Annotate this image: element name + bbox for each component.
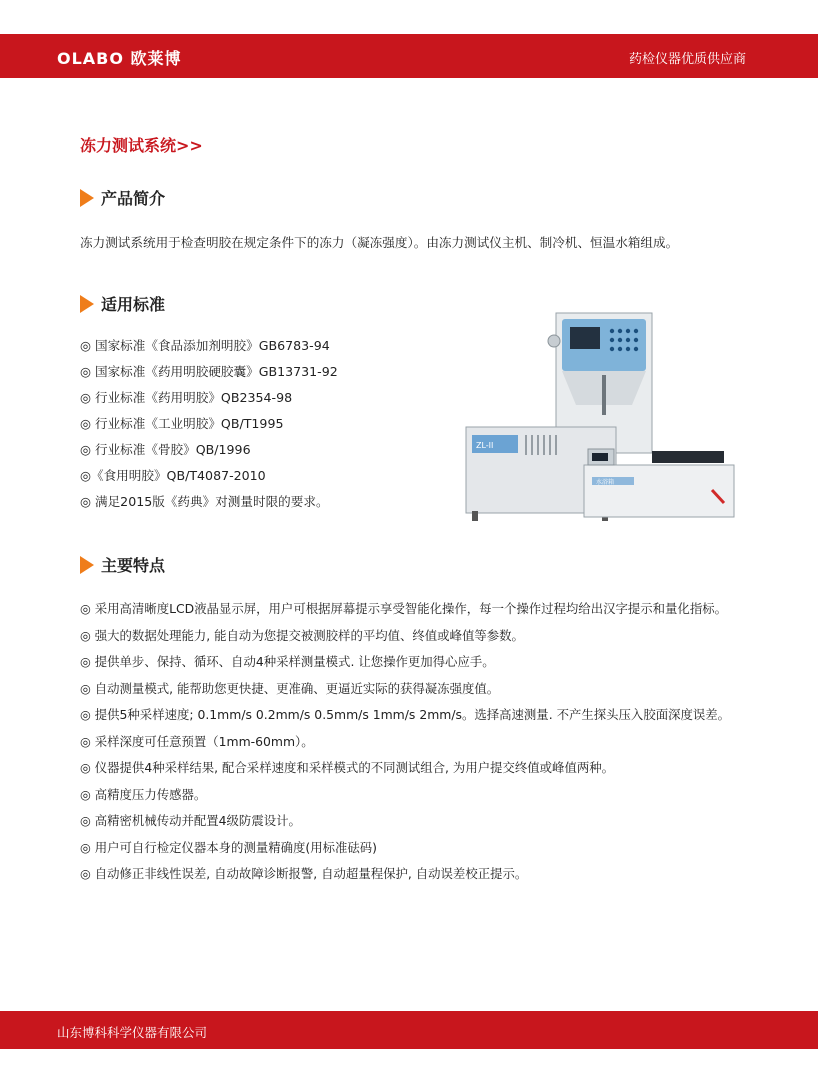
section-heading-features [80, 553, 165, 576]
list-item: ◎ 满足2015版《药典》对测量时限的要求。 [80, 494, 329, 509]
arrow-right-icon [80, 295, 94, 313]
list-item: ◎ 提供单步、保持、循环、自动4种采样测量模式. 让您操作更加得心应手。 [80, 654, 495, 669]
list-item: ◎ 自动修正非线性误差, 自动故障诊断报警, 自动超量程保护, 自动误差校正提示。 [80, 866, 528, 881]
header-tagline: 药检仪器优质供应商 [628, 52, 746, 67]
list-item: ◎ 用户可自行检定仪器本身的测量精确度(用标准砝码) [80, 839, 378, 855]
section-heading-standards [80, 292, 165, 315]
features-list [80, 596, 750, 888]
arrow-right-icon [80, 189, 94, 207]
list-item: ◎ 高精度压力传感器。 [80, 786, 207, 802]
bath-label: 水浴箱 [596, 479, 615, 486]
list-item: ◎ 自动测量模式, 能帮助您更快捷、更准确、更逼近实际的获得凝冻强度值。 [80, 680, 500, 696]
footer-bar [0, 1011, 818, 1049]
section-heading-label: 主要特点 [101, 556, 166, 575]
list-item: ◎ 提供5种采样速度; 0.1mm/s 0.2mm/s 0.5mm/s 1mm/s 2mm/s。选择高速测量. 不产生探头压入胶面深度误差。 [80, 707, 731, 722]
list-item: ◎ 采用高清晰度LCD液晶显示屏，用户可根据屏幕提示享受智能化操作，每一个操作过程均给出汉字提示和量化指标。 [80, 601, 727, 616]
intro-paragraph: 冻力测试系统用于检查明胶在规定条件下的冻力（凝冻强度）。由冻力测试仪主机、制冷机、恒温水箱组成。 [80, 235, 679, 250]
arrow-right-icon [80, 556, 94, 574]
list-item: ◎ 行业标准《药用明胶》QB2354-98 [80, 390, 293, 405]
section-heading-intro [80, 186, 165, 209]
foot [472, 511, 478, 521]
header-bar [0, 34, 818, 78]
list-item: ◎《食用明胶》QB/T4087-2010 [80, 468, 266, 483]
list-item: ◎ 仪器提供4种采样结果, 配合采样速度和采样模式的不同测试组合, 为用户提交终值或峰值两种。 [80, 760, 615, 775]
list-item: ◎ 强大的数据处理能力, 能自动为您提交被测胶样的平均值、终值或峰值等参数。 [80, 627, 524, 643]
company-name: 山东博科科学仪器有限公司 [57, 1025, 208, 1040]
list-item: ◎ 采样深度可任意预置（1mm-60mm）。 [80, 733, 314, 749]
brand-logo: OLABO 欧莱博 [57, 49, 182, 68]
list-item: ◎ 高精密机械传动并配置4级防震设计。 [80, 813, 301, 828]
section-heading-label: 产品简介 [101, 189, 166, 208]
side-knob [548, 335, 560, 347]
standards-list [80, 336, 338, 518]
list-item: ◎ 行业标准《骨胶》QB/1996 [80, 442, 251, 457]
bath-opening [652, 451, 724, 463]
lcd-screen [570, 327, 600, 349]
product-photo [462, 305, 747, 530]
list-item: ◎ 国家标准《药用明胶硬胶囊》GB13731-92 [80, 364, 338, 379]
list-item: ◎ 行业标准《工业明胶》QB/T1995 [80, 416, 284, 431]
page-title: 冻力测试系统>> [80, 136, 203, 155]
bath-display [592, 453, 608, 461]
section-heading-label: 适用标准 [101, 295, 166, 314]
list-item: ◎ 国家标准《食品添加剂明胶》GB6783-94 [80, 338, 330, 353]
probe [602, 375, 606, 415]
panel-label: ZL-II [476, 441, 494, 450]
